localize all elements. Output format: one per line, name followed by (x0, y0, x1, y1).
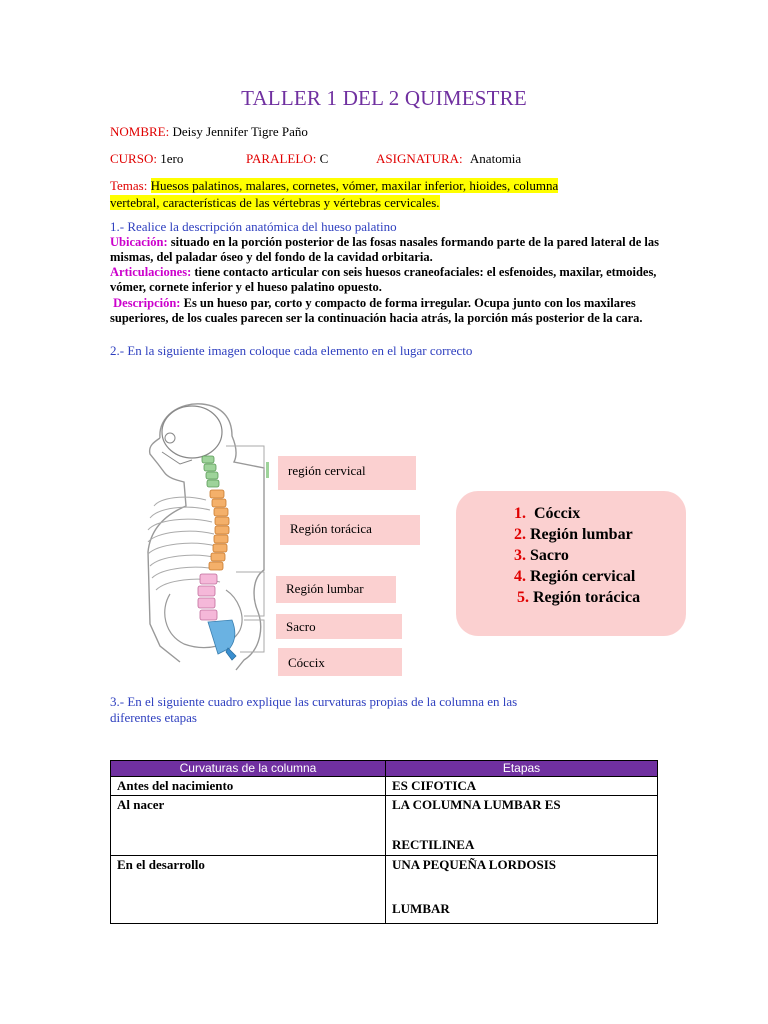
curvatures-table (110, 760, 658, 924)
legend-item: 2. Región lumbar (514, 526, 633, 543)
legend-item: 5. Región torácica (517, 589, 641, 606)
location-label: Ubicación: (110, 235, 168, 249)
row-stage: Al nacer (111, 796, 386, 856)
row-stage: En el desarrollo (111, 856, 386, 924)
row-answer: UNA PEQUEÑA LORDOSIS LUMBAR (386, 856, 658, 924)
topics (110, 177, 558, 211)
legend-item: 1. Cóccix (514, 505, 581, 522)
label-box-cervical: región cervical (278, 456, 416, 490)
description-text: Es un hueso par, corto y compacto de forma irregular. Ocupa junto con los maxilares superiores, de los cuales parecen ser la continuación hacia atrás, la porción más posterior de la cara. (110, 296, 643, 326)
q3-prompt-line1: 3.- En el siguiente cuadro explique las curvaturas propias de la columna en las (110, 694, 518, 709)
name-label: NOMBRE: (110, 124, 170, 139)
row-stage: Antes del nacimiento (111, 777, 386, 796)
parallel-label: PARALELO: (246, 151, 317, 166)
label-box-lumbar: Región lumbar (276, 576, 396, 603)
table-row (111, 796, 658, 856)
header-curvatures: Curvaturas de la columna (111, 761, 386, 777)
q3-prompt (110, 694, 517, 726)
joints-label: Articulaciones: (110, 265, 192, 279)
legend-list (514, 503, 640, 608)
legend-item: 4. Región cervical (514, 568, 636, 585)
q1-prompt: 1.- Realice la descripción anatómica del hueso palatino (110, 219, 397, 234)
name-value: Deisy Jennifer Tigre Paño (172, 124, 308, 139)
course-row (110, 151, 183, 167)
label-box-sacrum: Sacro (276, 614, 402, 639)
q2-prompt: 2.- En la siguiente imagen coloque cada elemento en el lugar correcto (110, 343, 473, 358)
subject-value: Anatomia (469, 151, 522, 166)
skeleton-figure (140, 398, 280, 680)
page-title: TALLER 1 DEL 2 QUIMESTRE (241, 86, 527, 110)
q3-prompt-line2: diferentes etapas (110, 710, 197, 725)
row-answer: ES CIFOTICA (386, 777, 658, 796)
course-label: CURSO: (110, 151, 157, 166)
q1-joints (110, 265, 660, 295)
parallel-value: C (319, 151, 329, 166)
label-box-coccyx: Cóccix (278, 648, 402, 676)
course-value: 1ero (160, 151, 184, 166)
q1-description (110, 296, 660, 326)
topics-label: Temas: (110, 178, 148, 193)
header-stages: Etapas (386, 761, 658, 777)
name-row (110, 124, 308, 140)
table-row (111, 856, 658, 924)
parallel-row (246, 151, 328, 167)
subject-row (376, 151, 521, 167)
legend-box (456, 491, 686, 636)
topics-line1: Huesos palatinos, malares, cornetes, vómer, maxilar inferior, hioides, columna (150, 178, 559, 193)
table-row (111, 777, 658, 796)
label-box-thoracic: Región torácica (280, 515, 420, 545)
q1-location (110, 235, 660, 265)
topics-line2: vertebral, características de las vértebras y vértebras cervicales. (110, 195, 440, 210)
subject-label: ASIGNATURA: (376, 151, 463, 166)
location-text: situado en la porción posterior de las fosas nasales formando parte de la pared lateral de las mismas, del paladar óseo y del fondo de la cavidad orbitaria. (110, 235, 659, 265)
table-header-row (111, 761, 658, 777)
row-answer: LA COLUMNA LUMBAR ES RECTILINEA (386, 796, 658, 856)
description-label: Descripción: (113, 296, 181, 310)
joints-text: tiene contacto articular con seis huesos craneofaciales: el esfenoides, maxilar, etmoides, vómer, cornete inferior y el hueso palatino opuesto. (110, 265, 657, 295)
legend-item: 3. Sacro (514, 547, 569, 564)
